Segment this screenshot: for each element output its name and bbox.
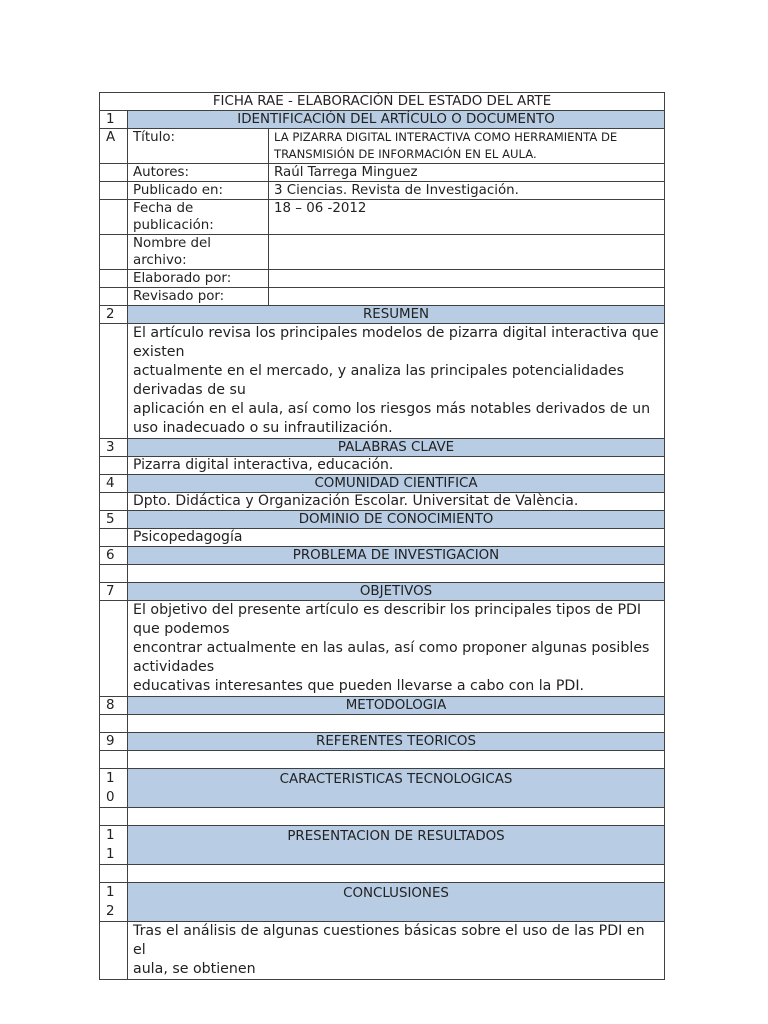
section-header-identificacion: IDENTIFICACIÓN DEL ARTÍCULO O DOCUMENTO — [128, 111, 665, 129]
field-value-fecha: 18 – 06 -2012 — [269, 200, 665, 235]
section-header-referentes: REFERENTES TEORICOS — [128, 733, 665, 751]
section-number: 1 — [100, 111, 128, 129]
field-value-publicado: 3 Ciencias. Revista de Investigación. — [269, 182, 665, 200]
empty-number-cell — [100, 715, 128, 733]
dominio-text: Psicopedagogía — [128, 529, 665, 547]
empty-number-cell — [100, 922, 128, 980]
field-value-elaborado — [269, 270, 665, 288]
section-number: 3 — [100, 439, 128, 457]
objetivos-text: El objetivo del presente artículo es describir los principales tipos de PDI que podemos encontrar actualmente en las aulas, así como proponer algunas posibles actividades educativas interesantes que pueden llevarse a cabo con la PDI. — [128, 601, 665, 697]
empty-number-cell — [100, 235, 128, 270]
problema-text — [128, 565, 665, 583]
empty-number-cell — [100, 288, 128, 306]
empty-number-cell — [100, 565, 128, 583]
section-number: 1 0 — [100, 769, 128, 808]
section-header-conclusiones: CONCLUSIONES — [128, 883, 665, 922]
empty-number-cell — [100, 601, 128, 697]
form-title: FICHA RAE - ELABORACIÓN DEL ESTADO DEL ARTE — [100, 93, 665, 111]
field-label-titulo: Título: — [128, 129, 269, 164]
empty-number-cell — [100, 182, 128, 200]
conclusiones-text: Tras el análisis de algunas cuestiones básicas sobre el uso de las PDI en el aula, se obtienen — [128, 922, 665, 980]
empty-number-cell — [100, 493, 128, 511]
field-value-revisado — [269, 288, 665, 306]
field-label-autores: Autores: — [128, 164, 269, 182]
field-label-archivo: Nombre del archivo: — [128, 235, 269, 270]
section-number: 6 — [100, 547, 128, 565]
section-header-caracteristicas: CARACTERISTICAS TECNOLOGICAS — [128, 769, 665, 808]
empty-number-cell — [100, 529, 128, 547]
section-header-problema: PROBLEMA DE INVESTIGACION — [128, 547, 665, 565]
section-number: 8 — [100, 697, 128, 715]
section-header-metodologia: METODOLOGIA — [128, 697, 665, 715]
empty-number-cell — [100, 751, 128, 769]
empty-number-cell — [100, 457, 128, 475]
section-number: 9 — [100, 733, 128, 751]
empty-number-cell — [100, 164, 128, 182]
field-value-autores: Raúl Tarrega Minguez — [269, 164, 665, 182]
section-number: 4 — [100, 475, 128, 493]
section-header-comunidad: COMUNIDAD CIENTIFICA — [128, 475, 665, 493]
empty-number-cell — [100, 200, 128, 235]
section-number: 1 1 — [100, 826, 128, 865]
presentacion-text — [128, 865, 665, 883]
field-value-titulo: LA PIZARRA DIGITAL INTERACTIVA COMO HERRAMIENTA DE TRANSMISIÓN DE INFORMACIÓN EN EL AULA. — [269, 129, 665, 164]
metodologia-text — [128, 715, 665, 733]
referentes-text — [128, 751, 665, 769]
rae-form-table — [99, 92, 665, 980]
row-letter: A — [100, 129, 128, 164]
field-label-publicado: Publicado en: — [128, 182, 269, 200]
comunidad-text: Dpto. Didáctica y Organización Escolar. Universitat de València. — [128, 493, 665, 511]
section-header-presentacion: PRESENTACION DE RESULTADOS — [128, 826, 665, 865]
field-label-revisado: Revisado por: — [128, 288, 269, 306]
section-header-resumen: RESUMEN — [128, 306, 665, 324]
section-number: 5 — [100, 511, 128, 529]
resumen-text: El artículo revisa los principales modelos de pizarra digital interactiva que existen actualmente en el mercado, y analiza las principales potencialidades derivadas de su aplicación en el aula, así como los riesgos más notables derivados de un uso inadecuado o su infrautilización. — [128, 324, 665, 439]
field-label-fecha: Fecha de publicación: — [128, 200, 269, 235]
empty-number-cell — [100, 808, 128, 826]
section-number: 2 — [100, 306, 128, 324]
caracteristicas-text — [128, 808, 665, 826]
field-value-archivo — [269, 235, 665, 270]
section-header-palabras-clave: PALABRAS CLAVE — [128, 439, 665, 457]
palabras-clave-text: Pizarra digital interactiva, educación. — [128, 457, 665, 475]
section-number: 7 — [100, 583, 128, 601]
section-header-dominio: DOMINIO DE CONOCIMIENTO — [128, 511, 665, 529]
empty-number-cell — [100, 270, 128, 288]
field-label-elaborado: Elaborado por: — [128, 270, 269, 288]
section-header-objetivos: OBJETIVOS — [128, 583, 665, 601]
section-number: 1 2 — [100, 883, 128, 922]
empty-number-cell — [100, 865, 128, 883]
empty-number-cell — [100, 324, 128, 439]
